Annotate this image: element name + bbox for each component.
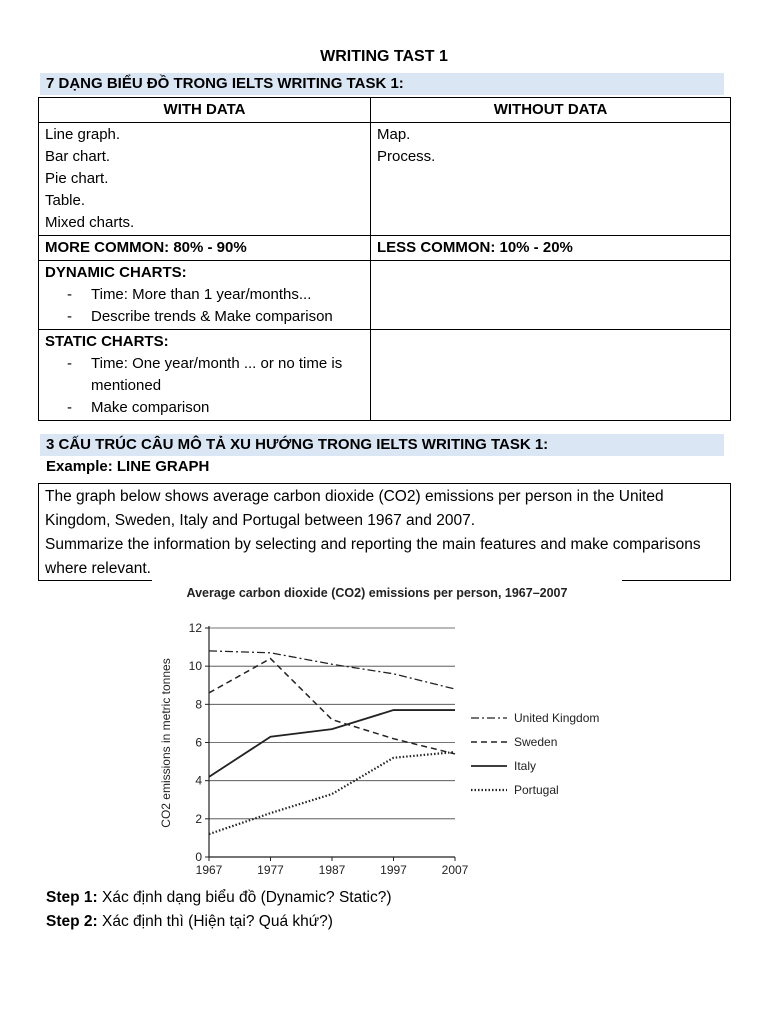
steps-block bbox=[46, 886, 392, 934]
task-prompt-box bbox=[38, 483, 731, 581]
series-line-sweden bbox=[209, 659, 455, 754]
y-axis-label: CO2 emissions in metric tonnes bbox=[159, 658, 173, 828]
co2-line-chart bbox=[152, 578, 622, 878]
step-text: Xác định dạng biểu đồ (Dynamic? Static?) bbox=[97, 889, 392, 906]
chart-title: Average carbon dioxide (CO2) emissions per person, 1967–2007 bbox=[186, 586, 568, 600]
step-text: Xác định thì (Hiện tại? Quá khứ?) bbox=[97, 913, 333, 930]
table-row bbox=[39, 330, 731, 421]
prompt-paragraph: The graph below shows average carbon dioxide (CO2) emissions per person in the United Kingdom, Sweden, Italy and Portugal between 1967 and 2007. bbox=[45, 488, 664, 529]
legend-label: Italy bbox=[514, 759, 537, 773]
without-data-cell bbox=[371, 123, 731, 236]
y-tick-label: 12 bbox=[188, 621, 202, 635]
with-data-cell bbox=[39, 123, 371, 236]
empty-cell bbox=[371, 330, 731, 421]
list-item: - Time: One year/month ... or no time is mentioned bbox=[45, 353, 364, 397]
series-line-portugal bbox=[209, 752, 455, 834]
table-header-row bbox=[39, 98, 731, 123]
y-tick-label: 6 bbox=[195, 735, 202, 750]
step-label: Step 2: bbox=[46, 913, 98, 930]
example-label: Example: LINE GRAPH bbox=[46, 458, 210, 475]
dynamic-charts-cell bbox=[39, 261, 371, 330]
list-item: Pie chart. bbox=[45, 170, 109, 187]
header-with-data: WITH DATA bbox=[39, 98, 371, 123]
step-label: Step 1: bbox=[46, 889, 98, 906]
header-without-data: WITHOUT DATA bbox=[371, 98, 731, 123]
list-item: Bar chart. bbox=[45, 148, 111, 165]
section-heading-chart-types: 7 DẠNG BIỂU ĐỒ TRONG IELTS WRITING TASK 1: bbox=[40, 73, 724, 95]
step-1 bbox=[46, 886, 392, 910]
legend-label: Sweden bbox=[514, 735, 558, 749]
legend-label: Portugal bbox=[514, 783, 559, 797]
list-item: - Describe trends & Make comparison bbox=[45, 306, 364, 328]
static-charts-title: STATIC CHARTS: bbox=[45, 333, 169, 350]
list-item: - Time: More than 1 year/months... bbox=[45, 284, 364, 306]
y-tick-label: 4 bbox=[195, 773, 202, 788]
series-line-italy bbox=[209, 710, 455, 777]
x-tick-label: 2007 bbox=[441, 863, 469, 877]
list-item: Table. bbox=[45, 192, 86, 209]
y-tick-label: 2 bbox=[195, 811, 202, 826]
more-common-cell: MORE COMMON: 80% - 90% bbox=[39, 236, 371, 261]
legend-label: United Kingdom bbox=[514, 711, 600, 725]
x-tick-label: 1997 bbox=[380, 863, 407, 877]
list-item: Process. bbox=[377, 148, 436, 165]
x-tick-label: 1987 bbox=[318, 863, 346, 877]
dynamic-charts-title: DYNAMIC CHARTS: bbox=[45, 264, 187, 281]
less-common-cell: LESS COMMON: 10% - 20% bbox=[371, 236, 731, 261]
list-item: Mixed charts. bbox=[45, 214, 135, 231]
series-line-united-kingdom bbox=[209, 651, 455, 689]
list-item: - Make comparison bbox=[45, 397, 364, 419]
static-bullets bbox=[45, 353, 364, 419]
y-tick-label: 8 bbox=[195, 697, 202, 712]
list-item: Line graph. bbox=[45, 126, 121, 143]
table-row bbox=[39, 123, 731, 236]
empty-cell bbox=[371, 261, 731, 330]
x-tick-label: 1967 bbox=[195, 863, 223, 877]
y-tick-label: 10 bbox=[188, 659, 202, 674]
section-heading-trend-structures: 3 CẤU TRÚC CÂU MÔ TẢ XU HƯỚNG TRONG IELTS WRITING TASK 1: bbox=[40, 434, 724, 456]
list-item: Map. bbox=[377, 126, 411, 143]
chart-types-table bbox=[38, 97, 731, 421]
step-2 bbox=[46, 910, 392, 934]
chart-canvas bbox=[152, 578, 622, 878]
prompt-paragraph: Summarize the information by selecting and reporting the main features and make comparisons where relevant. bbox=[45, 536, 701, 577]
dynamic-bullets bbox=[45, 284, 364, 328]
y-tick-label: 0 bbox=[195, 850, 202, 864]
page-title: WRITING TAST 1 bbox=[320, 48, 448, 65]
table-row bbox=[39, 236, 731, 261]
static-charts-cell bbox=[39, 330, 371, 421]
table-row bbox=[39, 261, 731, 330]
x-tick-label: 1977 bbox=[257, 863, 284, 877]
